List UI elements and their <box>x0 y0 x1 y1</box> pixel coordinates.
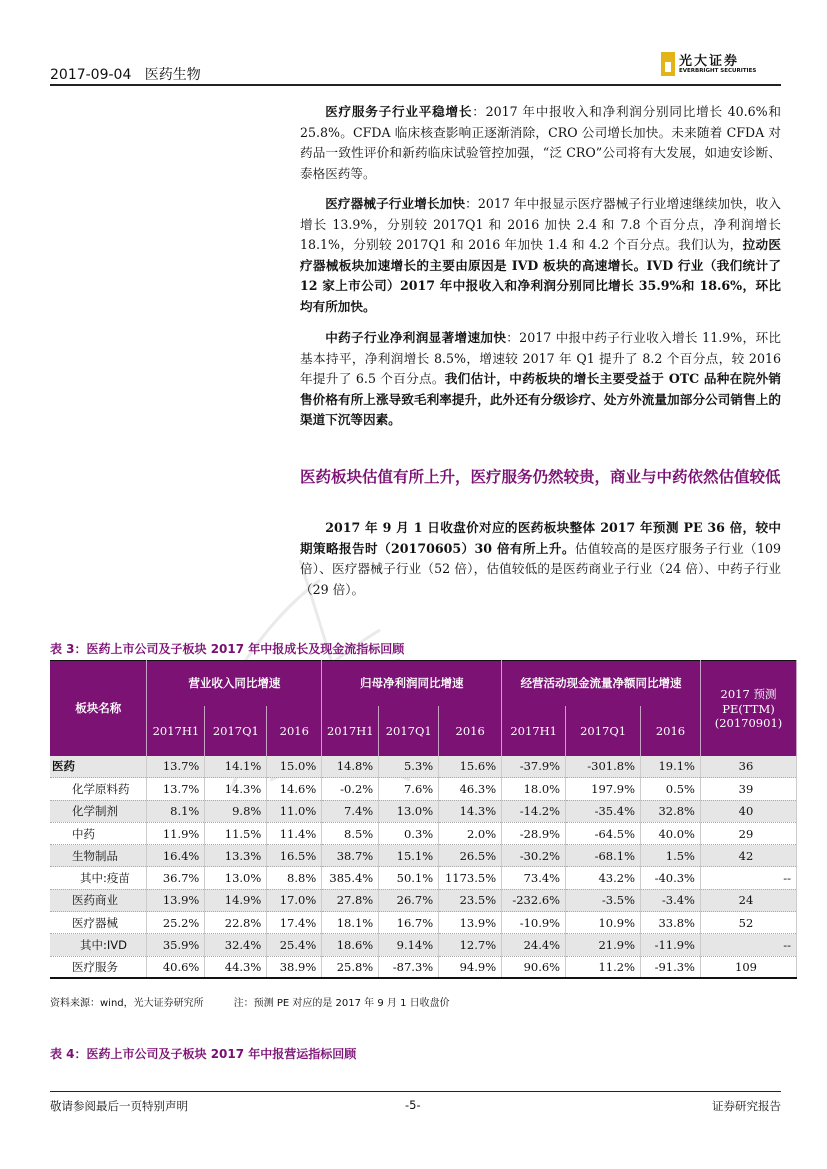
value-cell: -232.6% <box>502 889 566 911</box>
value-cell: 11.4% <box>267 822 322 844</box>
paragraph-medical-devices <box>300 194 781 318</box>
value-cell: 25.8% <box>322 956 379 978</box>
value-cell: -91.3% <box>641 956 701 978</box>
section-title: 医药板块估值有所上升，医疗服务仍然较贵，商业与中药依然估值较低 <box>300 468 781 486</box>
page-footer <box>50 1091 781 1114</box>
p2-bold2: 拉动医疗器械板块加速增长的主要由原因是 IVD 板块的高速增长。IVD 行业（我们统计了 12 家上市公司）2017 年中报收入和净利润分别同比增长 35.9%和 18.6%，环比均有所加快。 <box>300 237 782 314</box>
value-cell: 0.5% <box>641 778 701 800</box>
p1-bold: 医疗服务子行业平稳增长 <box>325 104 473 119</box>
p3-text: ：2017 中报中药子行业收入增长 11.9%，环比基本持平，净利润增长 8.5%，增速较 2017 年 Q1 提升了 8.2 个百分点，较 2016 年提升了 6.5 个百分点。 <box>300 330 781 387</box>
value-cell: 26.5% <box>439 845 502 867</box>
value-cell: 1173.5% <box>439 867 502 889</box>
value-cell: 24.4% <box>502 934 566 956</box>
value-cell: 2.0% <box>439 822 502 844</box>
p2-bold: 医疗器械子行业增长加快 <box>325 196 466 211</box>
value-cell: 44.3% <box>205 956 267 978</box>
value-cell: 36.7% <box>147 867 205 889</box>
value-cell: -28.9% <box>502 822 566 844</box>
table-row <box>50 934 797 956</box>
pe-cell: 109 <box>700 956 796 978</box>
logo-name-cn: 光大证券 <box>679 54 740 69</box>
value-cell: 11.2% <box>566 956 641 978</box>
page-header <box>50 54 781 86</box>
table-row <box>50 889 797 911</box>
p3-bold2: 我们估计，中药板块的增长主要受益于 OTC 品种在院外销售价格有所上涨导致毛利率提升，此外还有分级诊疗、处方外流量加部分公司销售上的渠道下沉等因素。 <box>300 371 781 428</box>
logo-name-en: EVERBRIGHT SECURITIES <box>679 68 757 74</box>
value-cell: -301.8% <box>566 756 641 778</box>
value-cell: -37.9% <box>502 756 566 778</box>
value-cell: 13.9% <box>147 889 205 911</box>
value-cell: 90.6% <box>502 956 566 978</box>
value-cell: 33.8% <box>641 912 701 934</box>
value-cell: 26.7% <box>379 889 439 911</box>
value-cell: 14.3% <box>205 778 267 800</box>
value-cell: 13.0% <box>205 867 267 889</box>
paragraph-medical-services <box>300 102 781 184</box>
value-cell: 13.3% <box>205 845 267 867</box>
p3-bold: 中药子行业净利润显著增速加快 <box>325 330 507 345</box>
subheader-cell: 2016 <box>641 706 701 756</box>
table-row <box>50 756 797 778</box>
value-cell: -30.2% <box>502 845 566 867</box>
p2-text: ：2017 年中报显示医疗器械子行业增速继续加快，收入增长 13.9%，分别较 2017Q1 和 2016 加快 2.4 和 7.8 个百分点，净利润增长 18.1%，分别较 2017Q1 和 2016 年加快 1.4 和 4.2 个百分点。我们认为， <box>300 196 781 253</box>
value-cell: 73.4% <box>502 867 566 889</box>
paragraph-valuation <box>300 518 781 600</box>
pe-cell: 36 <box>700 756 796 778</box>
row-name: 其中:疫苗 <box>50 867 147 889</box>
pe-cell: 39 <box>700 778 796 800</box>
value-cell: 40.6% <box>147 956 205 978</box>
table3-title: 表 3：医药上市公司及子板块 2017 年中报成长及现金流指标回顾 <box>50 642 405 656</box>
value-cell: 13.7% <box>147 756 205 778</box>
value-cell: 14.6% <box>267 778 322 800</box>
pe-cell: 24 <box>700 889 796 911</box>
table-row <box>50 778 797 800</box>
value-cell: 7.4% <box>322 800 379 822</box>
value-cell: 1.5% <box>641 845 701 867</box>
col-name-header: 板块名称 <box>50 661 147 756</box>
row-name: 医疗服务 <box>50 956 147 978</box>
value-cell: -68.1% <box>566 845 641 867</box>
value-cell: -64.5% <box>566 822 641 844</box>
table3-body <box>50 756 797 979</box>
row-name: 医药商业 <box>50 889 147 911</box>
pe-cell: 29 <box>700 822 796 844</box>
value-cell: 14.1% <box>205 756 267 778</box>
value-cell: 43.2% <box>566 867 641 889</box>
group-pe-header: 2017 预测 PE(TTM) (20170901) <box>700 661 796 756</box>
value-cell: 17.4% <box>267 912 322 934</box>
row-name: 其中:IVD <box>50 934 147 956</box>
footer-disclaimer: 敬请参阅最后一页特别声明 <box>50 1099 188 1113</box>
subheader-cell: 2017H1 <box>322 706 379 756</box>
value-cell: 27.8% <box>322 889 379 911</box>
header-category: 医药生物 <box>144 67 201 83</box>
value-cell: 8.5% <box>322 822 379 844</box>
value-cell: 25.2% <box>147 912 205 934</box>
value-cell: 15.1% <box>379 845 439 867</box>
value-cell: -40.3% <box>641 867 701 889</box>
table-row <box>50 912 797 934</box>
value-cell: 25.4% <box>267 934 322 956</box>
table4-title: 表 4：医药上市公司及子板块 2017 年中报营运指标回顾 <box>50 1047 357 1061</box>
value-cell: 32.8% <box>641 800 701 822</box>
value-cell: -87.3% <box>379 956 439 978</box>
value-cell: 23.5% <box>439 889 502 911</box>
value-cell: 16.7% <box>379 912 439 934</box>
table-row <box>50 845 797 867</box>
row-name: 医疗器械 <box>50 912 147 934</box>
pe-cell: -- <box>700 934 796 956</box>
subheader-cell: 2017Q1 <box>379 706 439 756</box>
value-cell: 38.7% <box>322 845 379 867</box>
pe-cell: 42 <box>700 845 796 867</box>
header-date: 2017-09-04 <box>50 67 132 83</box>
value-cell: 9.14% <box>379 934 439 956</box>
value-cell: 14.9% <box>205 889 267 911</box>
group-revenue-header: 营业收入同比增速 <box>147 661 322 706</box>
value-cell: 18.1% <box>322 912 379 934</box>
subheader-cell: 2017H1 <box>147 706 205 756</box>
company-logo <box>661 50 781 80</box>
value-cell: 7.6% <box>379 778 439 800</box>
page-number: -5- <box>405 1098 421 1112</box>
value-cell: -3.4% <box>641 889 701 911</box>
group-cashflow-header: 经营活动现金流量净额同比增速 <box>502 661 701 706</box>
value-cell: 13.0% <box>379 800 439 822</box>
value-cell: 8.1% <box>147 800 205 822</box>
p4-text: 估值较高的是医疗服务子行业（109 倍）、医疗器械子行业（52 倍），估值较低的是医药商业子行业（24 倍）、中药子行业（29 倍）。 <box>300 540 782 597</box>
p4-bold: 2017 年 9 月 1 日收盘价对应的医药板块整体 2017 年预测 PE 36 倍，较中期策略报告时（20170605）30 倍有所上升。 <box>300 520 781 556</box>
value-cell: -14.2% <box>502 800 566 822</box>
subheader-cell: 2017H1 <box>502 706 566 756</box>
pe-cell: 40 <box>700 800 796 822</box>
paragraph-tcm <box>300 328 781 431</box>
row-name: 中药 <box>50 822 147 844</box>
value-cell: 19.1% <box>641 756 701 778</box>
logo-mark-icon <box>661 52 675 76</box>
value-cell: 50.1% <box>379 867 439 889</box>
header-date-category <box>50 64 201 84</box>
table-row <box>50 956 797 978</box>
value-cell: 32.4% <box>205 934 267 956</box>
table-row <box>50 800 797 822</box>
group-profit-header: 归母净利润同比增速 <box>322 661 502 706</box>
value-cell: 16.4% <box>147 845 205 867</box>
value-cell: 18.0% <box>502 778 566 800</box>
subheader-cell: 2016 <box>267 706 322 756</box>
source-text: 资料来源：wind，光大证券研究所 <box>50 998 204 1009</box>
value-cell: 38.9% <box>267 956 322 978</box>
value-cell: 15.0% <box>267 756 322 778</box>
value-cell: 9.8% <box>205 800 267 822</box>
value-cell: 94.9% <box>439 956 502 978</box>
value-cell: 17.0% <box>267 889 322 911</box>
row-name: 化学原料药 <box>50 778 147 800</box>
table-row <box>50 822 797 844</box>
value-cell: -10.9% <box>502 912 566 934</box>
subheader-cell: 2017Q1 <box>566 706 641 756</box>
value-cell: 18.6% <box>322 934 379 956</box>
subheader-cell: 2016 <box>439 706 502 756</box>
value-cell: 14.3% <box>439 800 502 822</box>
value-cell: 11.9% <box>147 822 205 844</box>
value-cell: 13.9% <box>439 912 502 934</box>
row-name: 医药 <box>50 756 147 778</box>
value-cell: 11.0% <box>267 800 322 822</box>
subheader-row <box>50 706 797 756</box>
value-cell: 46.3% <box>439 778 502 800</box>
table-row <box>50 867 797 889</box>
value-cell: 15.6% <box>439 756 502 778</box>
source-note: 注：预测 PE 对应的是 2017 年 9 月 1 日收盘价 <box>233 998 450 1009</box>
row-name: 化学制剂 <box>50 800 147 822</box>
value-cell: -0.2% <box>322 778 379 800</box>
value-cell: -35.4% <box>566 800 641 822</box>
value-cell: 21.9% <box>566 934 641 956</box>
row-name: 生物制品 <box>50 845 147 867</box>
value-cell: 12.7% <box>439 934 502 956</box>
value-cell: 8.8% <box>267 867 322 889</box>
value-cell: -11.9% <box>641 934 701 956</box>
value-cell: 11.5% <box>205 822 267 844</box>
pe-cell: 52 <box>700 912 796 934</box>
value-cell: 197.9% <box>566 778 641 800</box>
value-cell: 385.4% <box>322 867 379 889</box>
value-cell: 13.7% <box>147 778 205 800</box>
value-cell: 35.9% <box>147 934 205 956</box>
value-cell: 16.5% <box>267 845 322 867</box>
pe-cell: -- <box>700 867 796 889</box>
table3-source <box>50 994 450 1009</box>
footer-report-type: 证券研究报告 <box>712 1099 781 1113</box>
value-cell: 10.9% <box>566 912 641 934</box>
value-cell: 0.3% <box>379 822 439 844</box>
subheader-cell: 2017Q1 <box>205 706 267 756</box>
value-cell: 14.8% <box>322 756 379 778</box>
table3 <box>50 660 797 979</box>
value-cell: 5.3% <box>379 756 439 778</box>
value-cell: -3.5% <box>566 889 641 911</box>
value-cell: 40.0% <box>641 822 701 844</box>
p1-text: ：2017 年中报收入和净利润分别同比增长 40.6%和 25.8%。CFDA 临床核查影响正逐渐消除，CRO 公司增长加快。未来随着 CFDA 对药品一致性评价和新药临床试验管控加强，“泛 CRO”公司将有大发展，如迪安诊断、泰格医药等。 <box>300 104 781 181</box>
value-cell: 22.8% <box>205 912 267 934</box>
